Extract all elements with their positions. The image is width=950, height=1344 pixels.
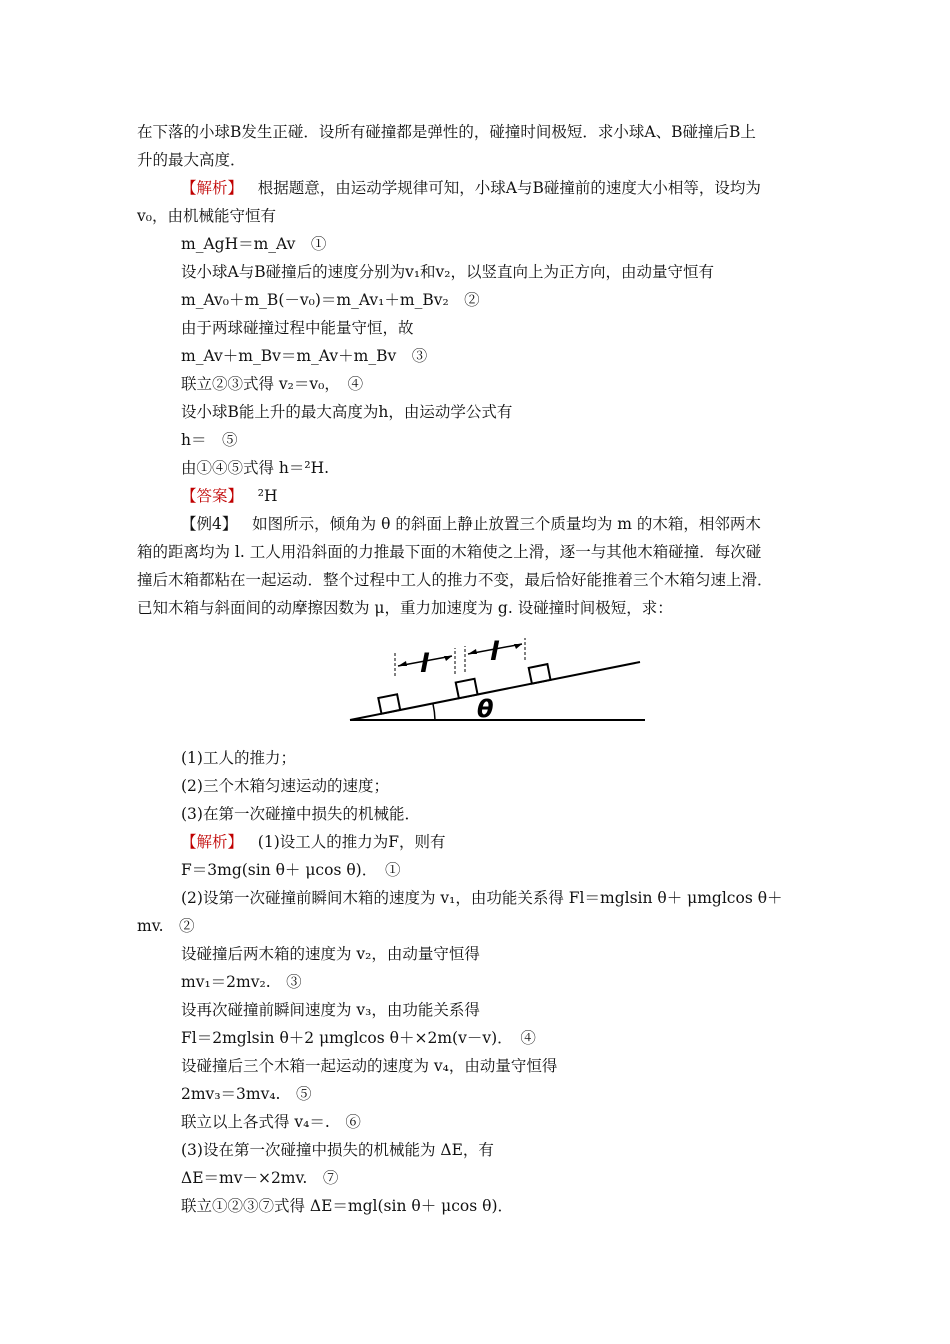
equation: mv₁＝2mv₂. ③ xyxy=(181,973,302,991)
equation: Fl＝2mglsin θ＋2 μmglcos θ＋×2m(v－v)． ④ xyxy=(181,1029,536,1047)
equation: F＝3mg(sin θ＋ μcos θ)． ① xyxy=(181,861,401,879)
text-line: 由①④⑤式得 h＝²H. xyxy=(181,459,330,477)
text-line: 联立①②③⑦式得 ΔE＝mgl(sin θ＋ μcos θ)． xyxy=(181,1197,513,1215)
crate-1 xyxy=(378,694,400,713)
text-line: 在下落的小球B发生正碰．设所有碰撞都是弹性的，碰撞时间极短．求小球A、B碰撞后B上 xyxy=(137,123,756,141)
arrow-head xyxy=(398,661,407,666)
angle-arc xyxy=(433,704,435,720)
question-2: (2)三个木箱匀速运动的速度； xyxy=(181,777,389,795)
question-1: (1)工人的推力； xyxy=(181,749,296,767)
equation: h＝ ⑤ xyxy=(181,431,238,449)
text-line: (2)设第一次碰撞前瞬间木箱的速度为 v₁，由功能关系得 Fl＝mglsin θ＋ μmglcos θ＋ xyxy=(181,889,783,907)
analysis-tag: 【解析】 xyxy=(181,833,244,851)
answer-value: ²H xyxy=(257,487,278,505)
equation: m_AgH＝m_Av ① xyxy=(181,235,327,253)
arrow-head xyxy=(444,656,452,661)
text-line: 设碰撞后三个木箱一起运动的速度为 v₄，由动量守恒得 xyxy=(181,1057,558,1075)
equation: m_Av₀＋m_B(－v₀)＝m_Av₁＋m_Bv₂ ② xyxy=(181,291,480,309)
label-l-1: l xyxy=(420,649,429,679)
text: 根据题意，由运动学规律可知，小球A与B碰撞前的速度大小相等，设均为 xyxy=(257,179,761,197)
text-line: 设小球A与B碰撞后的速度分别为v₁和v₂，以竖直向上为正方向，由动量守恒有 xyxy=(181,263,715,281)
label-theta: θ xyxy=(477,695,494,723)
solution-line xyxy=(181,178,761,198)
text-line: 设再次碰撞前瞬间速度为 v₃，由功能关系得 xyxy=(181,1001,480,1019)
incline-figure xyxy=(340,630,660,730)
text-line: 设碰撞后两木箱的速度为 v₂，由动量守恒得 xyxy=(181,945,480,963)
label-l-2: l xyxy=(490,637,499,667)
crate-2 xyxy=(456,679,478,698)
answer-tag: 【答案】 xyxy=(181,487,244,505)
text-line: 设小球B能上升的最大高度为h，由运动学公式有 xyxy=(181,403,513,421)
text-line: mv. ② xyxy=(137,917,195,935)
text-line: 联立以上各式得 v₄＝. ⑥ xyxy=(181,1113,361,1131)
analysis-tag: 【解析】 xyxy=(181,179,244,197)
example-tag: 【例4】 xyxy=(181,515,238,533)
equation: ΔE＝mv－×2mv. ⑦ xyxy=(181,1169,339,1187)
text: (1)设工人的推力为F，则有 xyxy=(257,833,446,851)
arrow-head xyxy=(468,649,477,654)
arrow-head xyxy=(514,644,522,649)
crate-3 xyxy=(529,664,551,684)
text-line: v₀，由机械能守恒有 xyxy=(137,207,276,225)
text-line: 升的最大高度． xyxy=(137,151,246,169)
text-line: 联立②③式得 v₂＝v₀， ④ xyxy=(181,375,364,393)
example-line xyxy=(181,514,761,534)
text-line: 撞后木箱都粘在一起运动．整个过程中工人的推力不变，最后恰好能推着三个木箱匀速上滑． xyxy=(137,571,773,589)
equation: 2mv₃＝3mv₄. ⑤ xyxy=(181,1085,312,1103)
text-line: 由于两球碰撞过程中能量守恒，故 xyxy=(181,319,414,337)
text-line: 已知木箱与斜面间的动摩擦因数为 μ，重力加速度为 g. 设碰撞时间极短，求： xyxy=(137,599,673,617)
solution-line xyxy=(181,832,446,852)
text: 如图所示，倾角为 θ 的斜面上静止放置三个质量均为 m 的木箱，相邻两木 xyxy=(252,515,761,533)
text-line: (3)设在第一次碰撞中损失的机械能为 ΔE，有 xyxy=(181,1141,494,1159)
equation: m_Av＋m_Bv＝m_Av＋m_Bv ③ xyxy=(181,347,428,365)
question-3: (3)在第一次碰撞中损失的机械能． xyxy=(181,805,420,823)
answer-line xyxy=(181,486,278,506)
text-line: 箱的距离均为 l. 工人用沿斜面的力推最下面的木箱使之上滑，逐一与其他木箱碰撞．每次碰 xyxy=(137,543,762,561)
